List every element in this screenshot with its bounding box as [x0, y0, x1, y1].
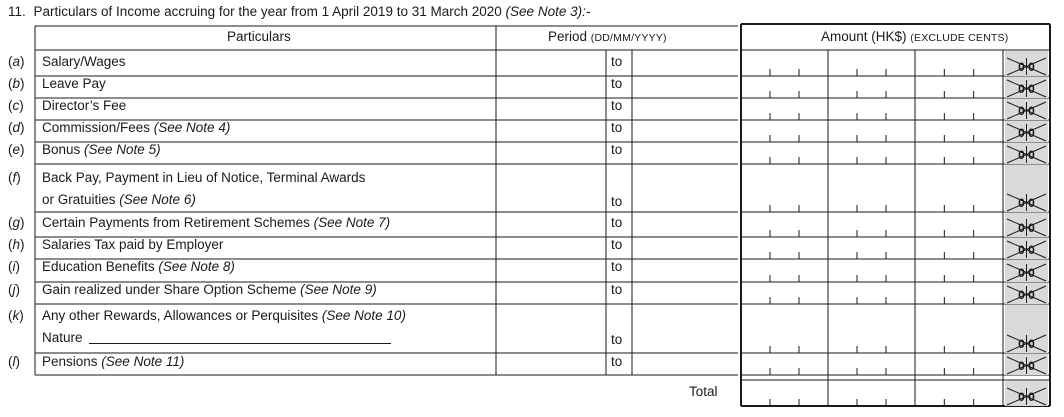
cents-value: 0 0 [1018, 266, 1035, 280]
period-to-label: to [611, 282, 623, 297]
cents-value: 0 0 [1018, 243, 1035, 257]
cents-value: 0 0 [1018, 288, 1035, 302]
amount-field[interactable] [742, 213, 1004, 236]
amount-field[interactable] [742, 238, 1004, 258]
amount-field[interactable] [742, 354, 1004, 374]
cents-value: 0 0 [1018, 104, 1035, 118]
amount-field[interactable] [742, 305, 1004, 352]
row-label: (i) [8, 259, 20, 274]
amount-exclude-cents: (EXCLUDE CENTS) [910, 32, 1009, 44]
cents-value: 0 0 [1018, 60, 1035, 74]
section-note: (See Note 3):- [505, 4, 591, 19]
amount-header-label: Amount (HK$) [821, 29, 907, 44]
row-label: (j) [8, 282, 20, 297]
row-particulars: Director’s Fee [42, 98, 127, 113]
row-label: (c) [8, 98, 24, 113]
cents-value: 0 0 [1018, 196, 1035, 210]
row-particulars: Gain realized under Share Option Scheme (See Note 9) [42, 282, 377, 297]
row-particulars-line2: or Gratuities (See Note 6) [42, 192, 196, 207]
period-format: (DD/MM/YYYY) [590, 32, 667, 44]
amount-header [821, 29, 1008, 44]
amount-field[interactable] [742, 99, 1004, 119]
period-to-label: to [611, 332, 623, 347]
row-label: (a) [8, 54, 25, 69]
row-particulars: Commission/Fees (See Note 4) [42, 120, 231, 135]
cents-value: 0 0 [1018, 337, 1035, 351]
total-label: Total [689, 384, 718, 399]
period-to-label: to [611, 98, 623, 113]
row-particulars: Pensions (See Note 11) [42, 354, 185, 369]
amount-field[interactable] [742, 51, 1004, 75]
cents-value: 0 0 [1018, 390, 1035, 404]
row-particulars: Back Pay, Payment in Lieu of Notice, Terminal Awards [42, 170, 366, 185]
amount-field[interactable] [742, 77, 1004, 97]
period-to-label: to [611, 259, 623, 274]
period-to-label: to [611, 76, 623, 91]
row-label: (h) [8, 237, 25, 252]
amount-field[interactable] [742, 283, 1004, 303]
amount-field[interactable] [742, 260, 1004, 281]
period-to-label: to [611, 120, 623, 135]
row-particulars: Leave Pay [42, 76, 106, 91]
row-label: (g) [8, 215, 25, 230]
amount-field[interactable] [742, 121, 1004, 141]
row-particulars: Bonus (See Note 5) [42, 142, 161, 157]
amount-field[interactable] [742, 165, 1004, 211]
period-to-label: to [611, 54, 623, 69]
section-number: 11. [8, 4, 26, 19]
row-label: (l) [8, 354, 20, 369]
row-label: (d) [8, 120, 25, 135]
period-to-label: to [611, 354, 623, 369]
row-label: (f) [8, 170, 21, 185]
row-particulars: Salary/Wages [42, 54, 126, 69]
row-particulars: Any other Rewards, Allowances or Perquisites (See Note 10) [42, 308, 406, 323]
particulars-header: Particulars [227, 29, 291, 44]
row-particulars: Education Benefits (See Note 8) [42, 259, 235, 274]
row-particulars: Certain Payments from Retirement Schemes (See Note 7) [42, 215, 391, 230]
nature-input-line[interactable] [89, 343, 391, 344]
period-to-label: to [611, 194, 623, 209]
period-header [548, 29, 667, 44]
row-particulars-line2: Nature [42, 330, 391, 345]
period-to-label: to [611, 215, 623, 230]
row-label: (k) [8, 308, 24, 323]
row-label: (b) [8, 76, 25, 91]
amount-field[interactable] [742, 143, 1004, 163]
section-title: Particulars of Income accruing for the year from 1 April 2019 to 31 March 2020 [33, 4, 502, 19]
cents-value: 0 0 [1018, 148, 1035, 162]
cents-value: 0 0 [1018, 221, 1035, 235]
period-to-label: to [611, 142, 623, 157]
period-header-label: Period [548, 29, 588, 44]
cents-value: 0 0 [1018, 359, 1035, 373]
row-particulars: Salaries Tax paid by Employer [42, 237, 224, 252]
row-label: (e) [8, 142, 25, 157]
cents-value: 0 0 [1018, 82, 1035, 96]
total-amount-field[interactable] [742, 381, 1004, 405]
period-to-label: to [611, 237, 623, 252]
cents-value: 0 0 [1018, 126, 1035, 140]
